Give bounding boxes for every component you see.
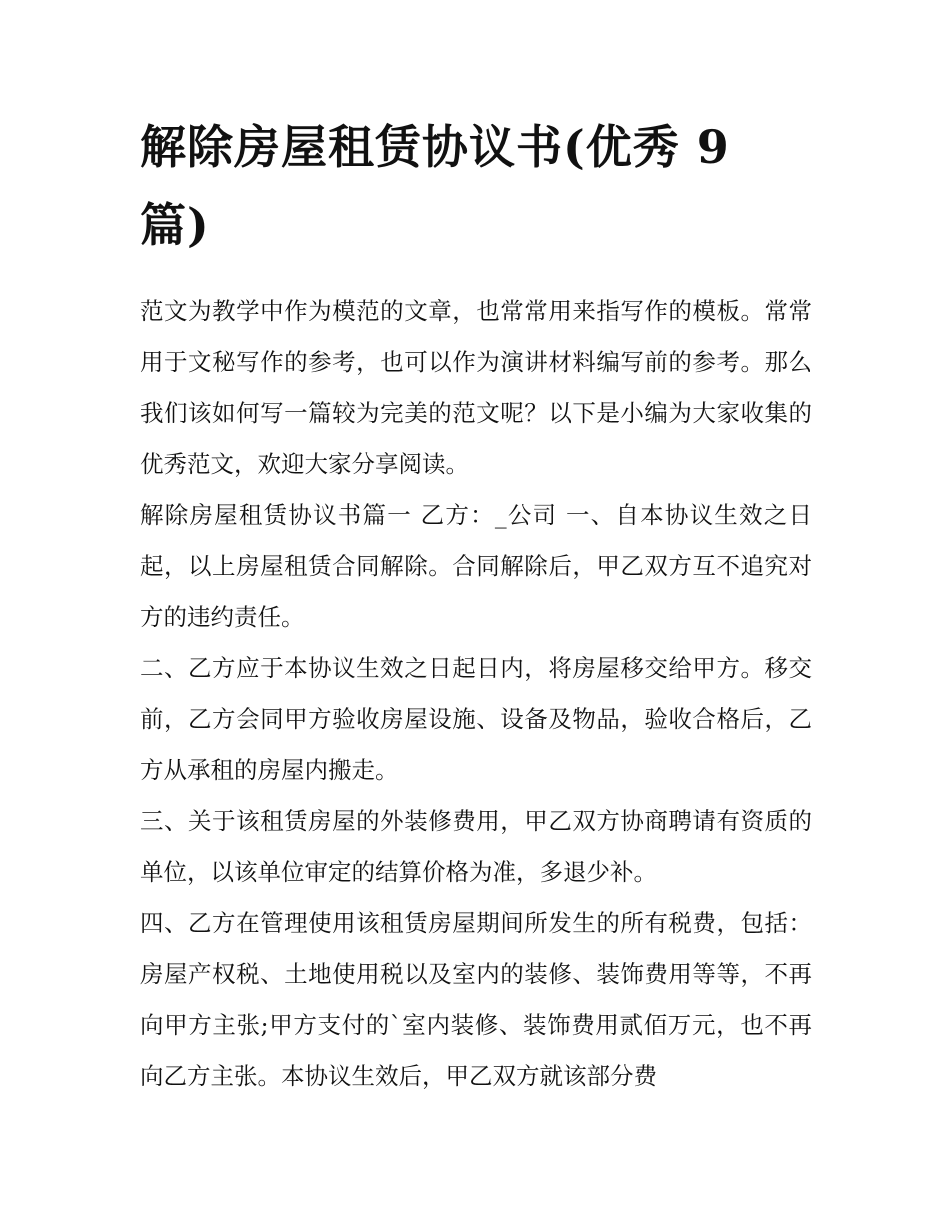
intro-paragraph: 范文为教学中作为模范的文章，也常常用来指写作的模板。常常用于文秘写作的参考，也可以作为演讲材料编写前的参考。那么我们该如何写一篇较为完美的范文呢？以下是小编为大家收集的优秀范文，欢迎大家分享阅读。 [140,297,812,478]
document-body [140,286,812,1102]
agreement-paragraph-2: 二、乙方应于本协议生效之日起日内，将房屋移交给甲方。移交前，乙方会同甲方验收房屋设施、设备及物品，验收合格后，乙方从承租的房屋内搬走。 [140,654,812,784]
agreement-paragraph-4: 四、乙方在管理使用该租赁房屋期间所发生的所有税费，包括：房屋产权税、土地使用税以及室内的装修、装饰费用等等，不再向甲方主张;甲方支付的`室内装修、装饰费用贰佰万元，也不再向乙方主张。本协议生效后，甲乙双方就该部分费 [140,909,812,1090]
document-title: 解除房屋租赁协议书(优秀 9 篇) [140,120,730,252]
document-page [140,108,812,1102]
agreement-paragraph-1: 解除房屋租赁协议书篇一 乙方：_公司 一、自本协议生效之日起，以上房屋租赁合同解除。合同解除后，甲乙双方互不追究对方的违约责任。 [140,501,812,631]
agreement-paragraph-3: 三、关于该租赁房屋的外装修费用，甲乙双方协商聘请有资质的单位，以该单位审定的结算价格为准，多退少补。 [140,807,812,886]
